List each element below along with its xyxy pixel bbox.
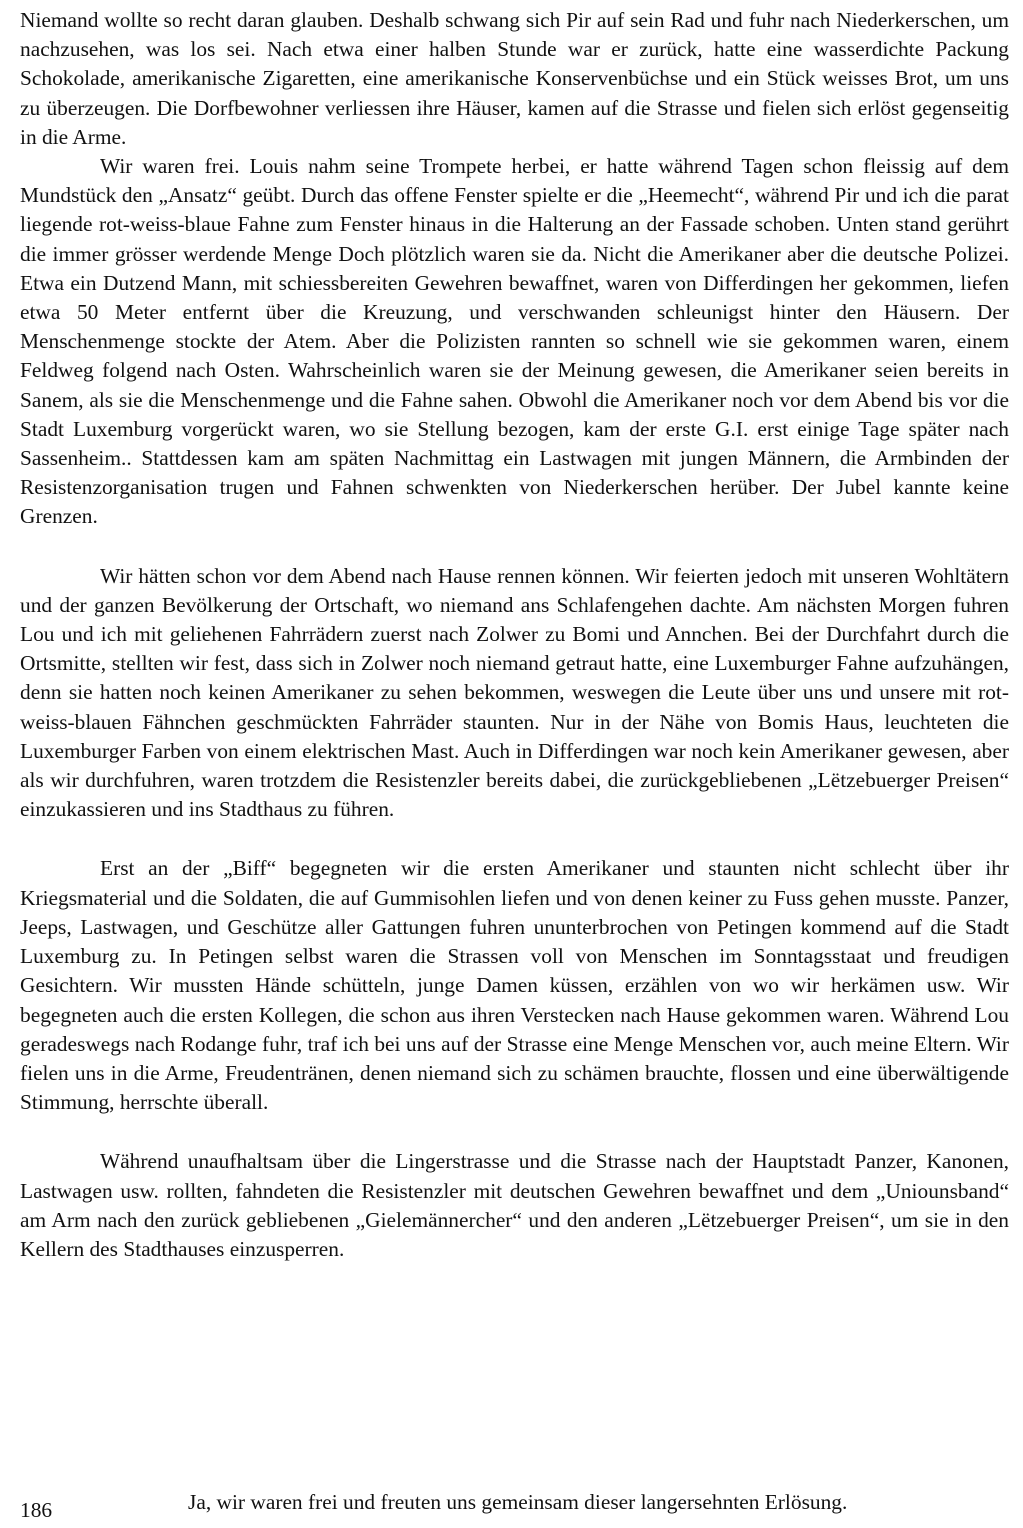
page-number: 186 bbox=[20, 1498, 53, 1522]
paragraph-gap bbox=[20, 824, 1009, 854]
paragraph-1: Niemand wollte so recht daran glauben. Deshalb schwang sich Pir auf sein Rad und fuhr nach Niederkerschen, um nachzusehen, was los sei. Nach etwa einer halben Stunde war er zurück, hatte eine wasserdichte Packung Schokolade, amerikanische Zigaretten, eine amerikanische Konservenbüchse und ein Stück weisses Brot, um uns zu überzeugen. Die Dorfbewohner verliessen ihre Häuser, kamen auf die Strasse und fielen sich erlöst gegenseitig in die Arme. bbox=[20, 8, 1009, 149]
paragraph-2: Wir waren frei. Louis nahm seine Trompete herbei, er hatte während Tagen schon fleissig auf dem Mundstück den „Ansatz“ geübt. Durch das offene Fenster spielte er die „Heemecht“, während Pir und ich die parat liegende rot-weiss-blaue Fahne zum Fenster hinaus in die Halterung an der Fassade schoben. Unten stand gerührt die immer grösser werdende Menge Doch plötzlich waren sie da. Nicht die Amerikaner aber die deutsche Polizei. Etwa ein Dutzend Mann, mit schiessbereiten Gewehren bewaffnet, waren von Differdingen her gekommen, liefen etwa 50 Meter entfernt über die Kreuzung, und verschwanden schleunigst hinter den Häusern. Der Menschenmenge stockte der Atem. Aber die Polizisten rannten so schnell wie sie gekommen waren, einem Feldweg folgend nach Osten. Wahrscheinlich waren sie der Meinung gewesen, die Amerikaner seien bereits in Sanem, als sie die Menschenmenge und die Fahne sahen. Obwohl die Amerikaner noch vor dem Abend bis vor die Stadt Luxemburg vorgerückt waren, wo sie Stellung bezogen, kam der erste G.I. erst einige Tage später nach Sassenheim.. Stattdessen kam am späten Nachmittag ein Lastwagen mit jungen Männern, die Armbinden der Resistenzorganisation trugen und Fahnen schwenkten von Niederkerschen herüber. Der Jubel kannte keine Grenzen. bbox=[20, 154, 1009, 529]
paragraph-5: Während unaufhaltsam über die Lingerstrasse und die Strasse nach der Hauptstadt Panzer, Kanonen, Lastwagen usw. rollten, fahndeten die Resistenzler mit deutschen Gewehren bewaffnet und dem „Uniounsband“ am Arm nach den zurück gebliebenen „Gielemännercher“ und den anderen „Lëtzebuerger Preisen“, um sie in den Kellern des Stadthauses einzusperren. bbox=[20, 1149, 1009, 1261]
paragraph-gap bbox=[20, 1117, 1009, 1147]
paragraph-gap bbox=[20, 532, 1009, 562]
paragraph-3: Wir hätten schon vor dem Abend nach Hause rennen können. Wir feierten jedoch mit unseren Wohltätern und der ganzen Bevölkerung der Ortschaft, wo niemand ans Schlafengehen dachte. Am nächsten Morgen fuhren Lou und ich mit geliehenen Fahrrädern zuerst nach Zolwer zu Bomi und Annchen. Bei der Durchfahrt durch die Ortsmitte, stellten wir fest, dass sich in Zolwer noch niemand getraut hatte, eine Luxemburger Fahne aufzuhängen, denn sie hatten noch keinen Amerikaner zu sehen bekommen, weswegen die Leute über uns und unsere mit rot-weiss-blauen Fähnchen geschmückten Fahrräder staunten. Nur in der Nähe von Bomis Haus, leuchteten die Luxemburger Farben von einem elektrischen Mast. Auch in Differdingen war noch kein Amerikaner gewesen, aber als wir durchfuhren, waren trotzdem die Resistenzler bereits dabei, die zurückgebliebenen „Lëtzebuerger Preisen“ einzukassieren und ins Stadthaus zu führen. bbox=[20, 563, 1009, 822]
paragraph-4: Erst an der „Biff“ begegneten wir die ersten Amerikaner und staunten nicht schlecht über ihr Kriegsmaterial und die Soldaten, die auf Gummisohlen liefen und von denen keiner zu Fuss gehen musste. Panzer, Jeeps, Lastwagen, und Geschütze aller Gattungen fuhren ununterbrochen von Petingen kommend auf die Stadt Luxemburg zu. In Petingen selbst waren die Strassen voll von Menschen im Sonntagsstaat und freudigen Gesichtern. Wir mussten Hände schütteln, junge Damen küssen, erzählen von wo wir herkämen usw. Wir begegneten auch die ersten Kollegen, die schon aus ihren Verstecken nach Hause gekommen waren. Während Lou geradeswegs nach Rodange fuhr, traf ich bei uns auf der Strasse eine Menge Menschen vor, auch meine Eltern. Wir fielen uns in die Arme, Freudentränen, denen niemand sich zu schämen brauchte, flossen und eine überwältigende Stimmung, herrschte überall. bbox=[20, 856, 1009, 1115]
closing-sentence: Ja, wir waren frei und freuten uns gemeinsam dieser langersehnten Erlösung. bbox=[188, 1490, 848, 1514]
